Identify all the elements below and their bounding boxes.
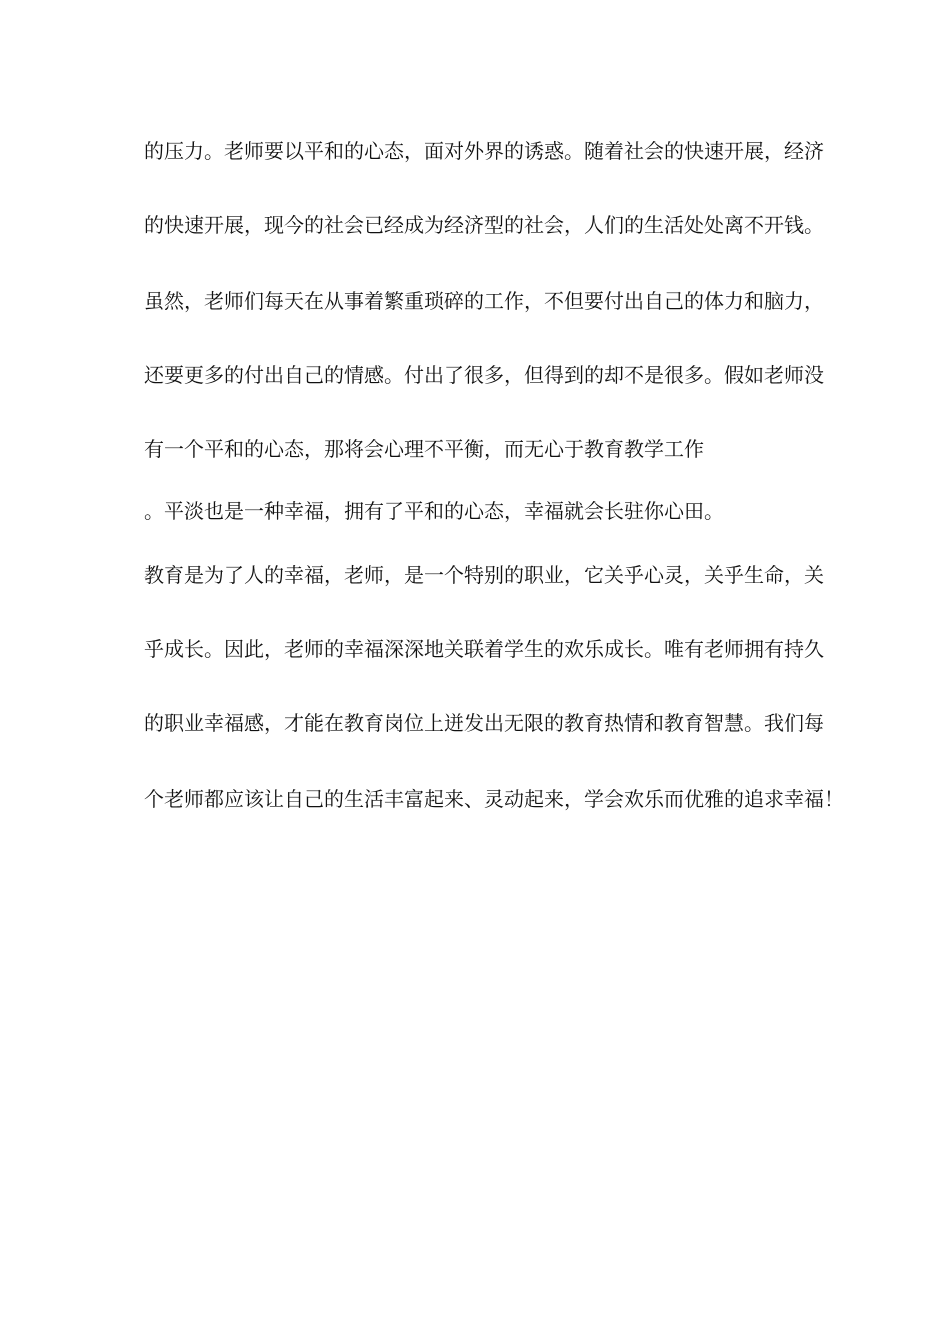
text-line: 个老师都应该让自己的生活丰富起来、灵动起来，学会欢乐而优雅的追求幸福！ bbox=[144, 787, 844, 811]
text-line: 虽然，老师们每天在从事着繁重琐碎的工作，不但要付出自己的体力和脑力， bbox=[144, 289, 824, 313]
text-line: 教育是为了人的幸福，老师，是一个特别的职业，它关乎心灵，关乎生命，关 bbox=[144, 563, 824, 587]
text-line: 。平淡也是一种幸福，拥有了平和的心态，幸福就会长驻你心田。 bbox=[144, 499, 724, 523]
text-line: 还要更多的付出自己的情感。付出了很多，但得到的却不是很多。假如老师没 bbox=[144, 363, 824, 387]
text-line: 的职业幸福感，才能在教育岗位上迸发出无限的教育热情和教育智慧。我们每 bbox=[144, 711, 824, 735]
text-line: 的快速开展，现今的社会已经成为经济型的社会，人们的生活处处离不开钱。 bbox=[144, 213, 824, 237]
text-line: 有一个平和的心态，那将会心理不平衡，而无心于教育教学工作 bbox=[144, 437, 704, 461]
text-line: 的压力。老师要以平和的心态，面对外界的诱惑。随着社会的快速开展，经济 bbox=[144, 139, 824, 163]
text-line: 乎成长。因此，老师的幸福深深地关联着学生的欢乐成长。唯有老师拥有持久 bbox=[144, 637, 824, 661]
